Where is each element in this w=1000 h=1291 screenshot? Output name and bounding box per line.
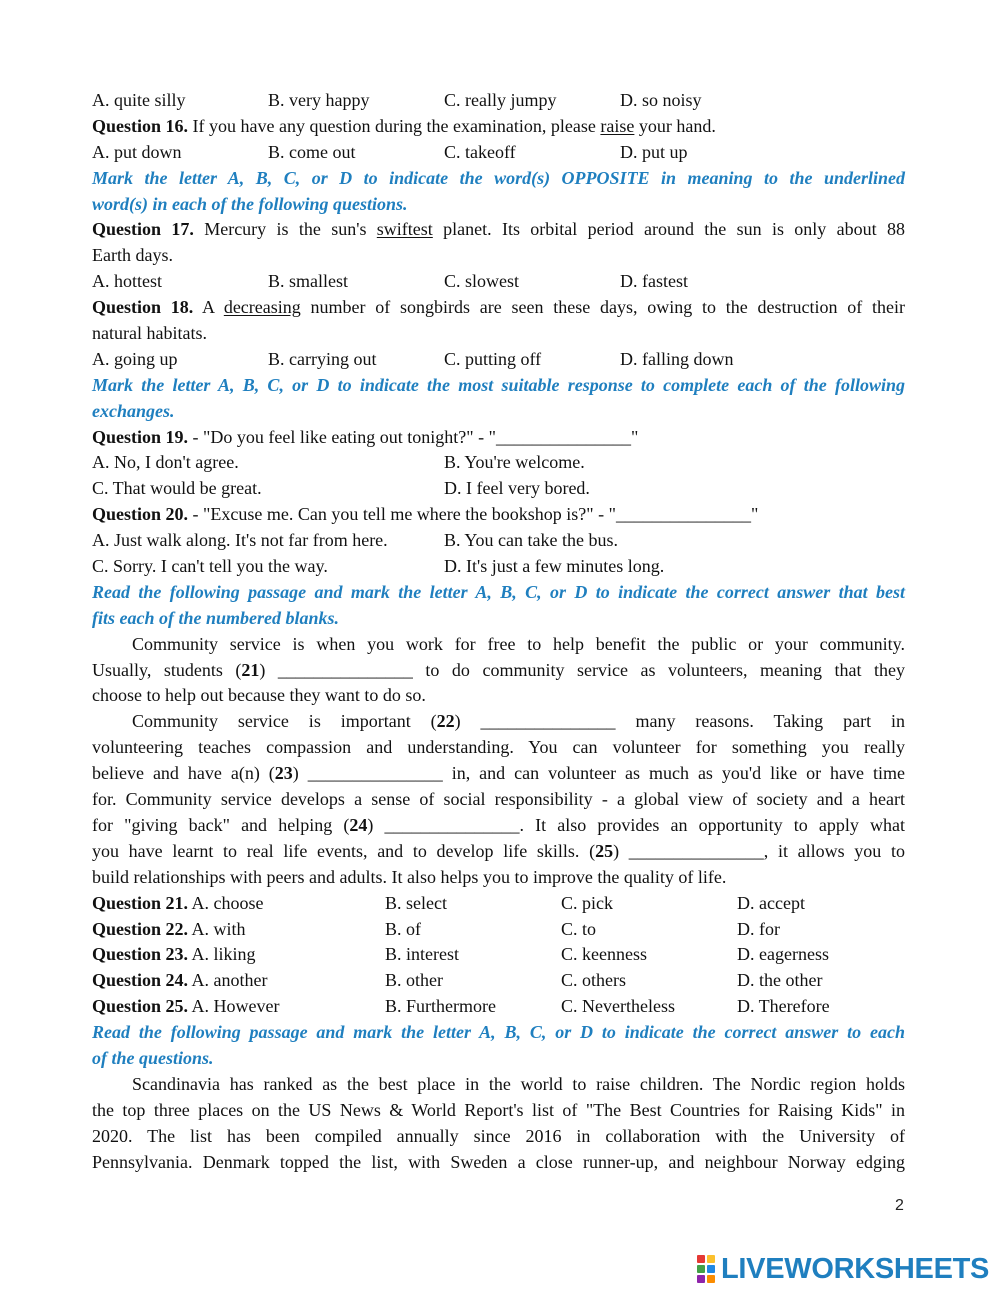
option-c: C. to <box>561 918 597 939</box>
instruction-reading: Read the following passage and mark the letter A, B, C, or D to indicate the correct answer to each <box>92 1022 905 1043</box>
q15-options <box>92 88 905 114</box>
question-18: Question 18. A decreasing number of songbirds are seen these days, owing to the destruction of their <box>92 297 906 318</box>
option-c: C. pick <box>561 892 613 913</box>
option-b: B. You're welcome. <box>444 452 585 473</box>
underlined-word: decreasing <box>223 297 301 318</box>
passage1-line: choose to help out because they want to do so. <box>92 685 426 706</box>
question-17-cont: Earth days. <box>92 245 173 266</box>
blank-number: 21 <box>241 659 260 680</box>
worksheet-page <box>92 88 905 1175</box>
option-b: B. very happy <box>268 90 370 110</box>
q19-options-row2 <box>92 476 905 502</box>
option-d: D. It's just a few minutes long. <box>444 556 665 577</box>
option-a: A. another <box>188 970 268 991</box>
passage1-line: believe and have a(n) (23) _______________ in, and can volunteer as much as you'd like or have time <box>92 763 905 784</box>
option-c: C. others <box>561 970 626 991</box>
option-b: B. select <box>385 892 447 913</box>
q16-options <box>92 140 905 166</box>
option-d: D. for <box>737 918 780 939</box>
instruction-response: Mark the letter A, B, C, or D to indicate the most suitable response to complete each of the following <box>92 374 905 395</box>
question-23 <box>92 942 905 968</box>
instruction-opposite-cont: word(s) in each of the following questions. <box>92 193 408 214</box>
option-b: B. You can take the bus. <box>444 530 618 551</box>
option-a: A. going up <box>92 348 178 369</box>
option-a: A. No, I don't agree. <box>92 452 239 473</box>
question-18-cont: natural habitats. <box>92 323 207 344</box>
option-d: D. accept <box>737 892 805 913</box>
option-b: B. carrying out <box>268 348 377 369</box>
page-number: 2 <box>895 1197 904 1214</box>
option-d: D. fastest <box>620 271 688 292</box>
passage2-line: the top three places on the US News & World Report's list of "The Best Countries for Raising Kids" in <box>92 1099 905 1120</box>
option-c: C. takeoff <box>444 141 516 162</box>
option-d: D. put up <box>620 141 688 162</box>
q17-options <box>92 269 905 295</box>
passage1-line: for "giving back" and helping (24) _______________. It also provides an opportunity to apply what <box>92 814 905 835</box>
passage1-line: Community service is important (22) _______________ many reasons. Taking part in <box>132 711 905 732</box>
logo-block <box>707 1265 715 1273</box>
brand-name: LIVEWORKSHEETS <box>721 1252 990 1285</box>
option-d: D. the other <box>737 970 823 991</box>
question-label: Question 21. <box>92 892 189 913</box>
q19-options-row1 <box>92 450 905 476</box>
instruction-response-cont: exchanges. <box>92 400 175 421</box>
logo-block <box>707 1255 715 1263</box>
question-22 <box>92 917 905 943</box>
question-17: Question 17. Mercury is the sun's swiftest planet. Its orbital period around the sun is only about 88 <box>92 219 905 240</box>
option-a: A. with <box>188 918 246 939</box>
option-c: C. slowest <box>444 271 520 292</box>
passage1-line: build relationships with peers and adults. It also helps you to improve the quality of life. <box>92 866 727 887</box>
logo-block <box>707 1275 715 1283</box>
passage2-line: 2020. The list has been compiled annually since 2016 in collaboration with the University of <box>92 1125 905 1146</box>
q18-options <box>92 347 905 373</box>
q20-options-row2 <box>92 554 905 580</box>
question-label: Question 19. <box>92 426 189 447</box>
option-d: D. falling down <box>620 348 734 369</box>
question-label: Question 23. <box>92 944 189 965</box>
logo-block <box>697 1275 705 1283</box>
question-label: Question 16. <box>92 115 189 136</box>
option-c: C. Nevertheless <box>561 996 675 1017</box>
passage1-line: volunteering teaches compassion and understanding. You can volunteer for something you really <box>92 737 905 758</box>
passage1-line: you have learnt to real life events, and to develop life skills. (25) _______________, it allows you to <box>92 840 905 861</box>
option-a: A. liking <box>188 944 256 965</box>
passage1-line: Community service is when you work for free to help benefit the public or your community. <box>132 633 905 654</box>
question-label: Question 17. <box>92 219 194 240</box>
option-d: D. I feel very bored. <box>444 478 590 499</box>
logo-block <box>697 1255 705 1263</box>
option-c: C. keenness <box>561 944 647 965</box>
question-24 <box>92 968 905 994</box>
instruction-cloze: Read the following passage and mark the letter A, B, C, or D to indicate the correct answer that best <box>92 581 905 602</box>
option-d: D. Therefore <box>737 996 830 1017</box>
blank-number: 22 <box>436 711 455 732</box>
question-label: Question 24. <box>92 970 189 991</box>
blank-number: 24 <box>349 814 368 835</box>
option-a: A. However <box>188 996 280 1017</box>
underlined-word: swiftest <box>376 219 433 240</box>
logo-block <box>697 1265 705 1273</box>
q20-options-row1 <box>92 528 905 554</box>
question-25 <box>92 994 905 1020</box>
instruction-cloze-cont: fits each of the numbered blanks. <box>92 607 340 628</box>
option-b: B. come out <box>268 141 356 162</box>
passage2-line: Pennsylvania. Denmark topped the list, with Sweden a close runner-up, and neighbour Norway edging <box>92 1151 905 1172</box>
option-a: A. put down <box>92 141 182 162</box>
option-c: C. really jumpy <box>444 90 557 110</box>
option-b: B. Furthermore <box>385 996 496 1017</box>
option-a: A. hottest <box>92 271 162 292</box>
underlined-word: raise <box>600 115 635 136</box>
passage1-line: for. Community service develops a sense of social responsibility - a global view of society and a heart <box>92 789 905 810</box>
logo-blocks-icon <box>697 1255 715 1283</box>
question-20: Question 20. - "Excuse me. Can you tell me where the bookshop is?" - "_______________" <box>92 504 759 525</box>
option-b: B. interest <box>385 944 459 965</box>
option-c: C. putting off <box>444 348 542 369</box>
question-21 <box>92 891 905 917</box>
blank-number: 25 <box>595 840 614 861</box>
question-16: Question 16. If you have any question during the examination, please raise your hand. <box>92 115 716 136</box>
option-c: C. That would be great. <box>92 478 262 499</box>
passage1-line: Usually, students (21) _______________ to do community service as volunteers, meaning that they <box>92 659 905 680</box>
option-d: D. eagerness <box>737 944 829 965</box>
option-b: B. smallest <box>268 271 348 292</box>
instruction-opposite: Mark the letter A, B, C, or D to indicate the word(s) OPPOSITE in meaning to the underlined <box>92 167 905 188</box>
option-d: D. so noisy <box>620 90 702 110</box>
question-label: Question 18. <box>92 297 194 318</box>
question-19: Question 19. - "Do you feel like eating out tonight?" - "_______________" <box>92 426 639 447</box>
option-a: A. choose <box>188 892 264 913</box>
option-b: B. other <box>385 970 443 991</box>
blank-number: 23 <box>274 763 293 784</box>
option-c: C. Sorry. I can't tell you the way. <box>92 556 328 577</box>
passage2-line: Scandinavia has ranked as the best place in the world to raise children. The Nordic region holds <box>132 1073 905 1094</box>
option-a: A. Just walk along. It's not far from here. <box>92 530 388 551</box>
question-label: Question 22. <box>92 918 189 939</box>
question-label: Question 20. <box>92 504 189 525</box>
question-label: Question 25. <box>92 996 189 1017</box>
instruction-reading-cont: of the questions. <box>92 1047 214 1068</box>
liveworksheets-logo[interactable] <box>697 1252 989 1286</box>
option-a: A. quite silly <box>92 90 186 110</box>
option-b: B. of <box>385 918 421 939</box>
